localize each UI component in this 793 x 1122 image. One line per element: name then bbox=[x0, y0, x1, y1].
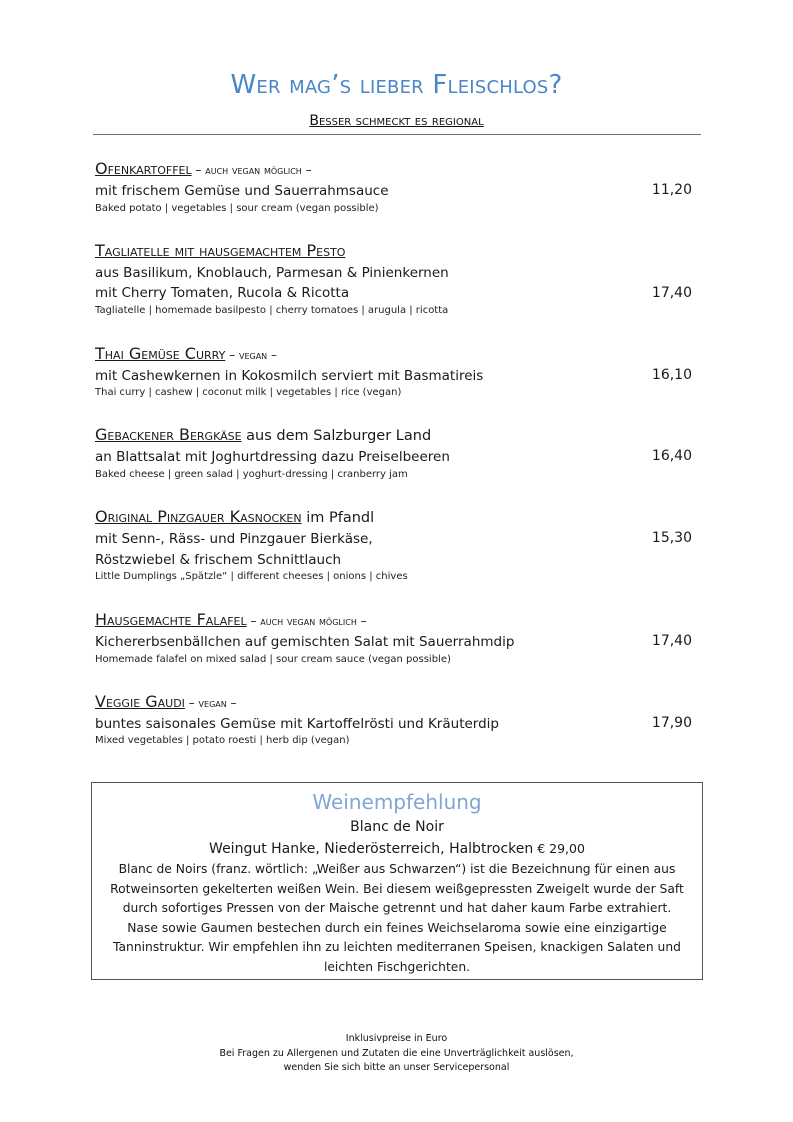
dish-description: buntes saisonales Gemüse mit Kartoffelrösti und Kräuterdip bbox=[95, 715, 499, 732]
dish-item bbox=[95, 609, 695, 691]
dish-tag: – vegan – bbox=[184, 695, 237, 710]
dish-price: 17,40 bbox=[651, 284, 692, 301]
dish-title bbox=[95, 609, 695, 632]
dish-tag: – auch vegan möglich – bbox=[191, 163, 312, 177]
dish-extra: im Pfandl bbox=[301, 510, 375, 527]
dish-english: Baked cheese | green salad | yoghurt-dressing | cranberry jam bbox=[95, 468, 408, 480]
dish-item bbox=[95, 343, 695, 425]
dish-item bbox=[95, 158, 695, 240]
menu-list bbox=[95, 158, 695, 772]
dish-english: Baked potato | vegetables | sour cream (vegan possible) bbox=[95, 202, 379, 214]
dish-english: Tagliatelle | homemade basilpesto | cherry tomatoes | arugula | ricotta bbox=[95, 304, 449, 316]
dish-item bbox=[95, 240, 695, 343]
dish-name: Tagliatelle mit hausgemachtem Pesto bbox=[95, 240, 346, 260]
dish-english: Little Dumplings „Spätzle“ | different cheeses | onions | chives bbox=[95, 571, 408, 583]
dish-price: 16,40 bbox=[651, 448, 692, 465]
dish-english: Thai curry | cashew | coconut milk | vegetables | rice (vegan) bbox=[95, 387, 402, 399]
dish-title bbox=[95, 158, 695, 181]
wine-heading: Weinempfehlung bbox=[312, 790, 482, 814]
dish-tag: – vegan – bbox=[225, 347, 277, 362]
page-title: Wer mag’s lieber Fleischlos? bbox=[230, 70, 563, 100]
page-subtitle: Besser schmeckt es regional bbox=[309, 113, 484, 129]
dish-name: Veggie Gaudi bbox=[95, 691, 185, 711]
dish-english: Homemade falafel on mixed salad | sour cream sauce (vegan possible) bbox=[95, 653, 451, 665]
dish-title bbox=[95, 691, 695, 714]
dish-price: 11,20 bbox=[651, 182, 692, 198]
dish-description: mit frischem Gemüse und Sauerrahmsauce bbox=[95, 183, 389, 199]
dish-title bbox=[95, 240, 695, 263]
dish-english: Mixed vegetables | potato roesti | herb dip (vegan) bbox=[95, 735, 350, 747]
dish-title bbox=[95, 424, 695, 447]
wine-producer: Weingut Hanke, Niederösterreich, Halbtrocken bbox=[209, 841, 534, 857]
wine-producer-line bbox=[92, 838, 702, 860]
dish-description: mit Cashewkernen in Kokosmilch serviert mit Basmatireis bbox=[95, 367, 484, 384]
dish-description: an Blattsalat mit Joghurtdressing dazu Preiselbeeren bbox=[95, 449, 450, 466]
dish-extra: aus dem Salzburger Land bbox=[241, 428, 432, 445]
dish-description: aus Basilikum, Knoblauch, Parmesan & Pinienkernen mit Cherry Tomaten, Rucola & Ricotta bbox=[95, 264, 449, 302]
dish-item bbox=[95, 691, 695, 773]
dish-title bbox=[95, 506, 695, 529]
dish-price: 15,30 bbox=[651, 530, 692, 547]
dish-name: Original Pinzgauer Kasnocken bbox=[95, 507, 302, 527]
dish-item bbox=[95, 424, 695, 506]
wine-price: € 29,00 bbox=[533, 841, 585, 856]
dish-name: Thai Gemüse Curry bbox=[95, 343, 226, 363]
dish-price: 17,40 bbox=[651, 633, 692, 650]
dish-name: Ofenkartoffel bbox=[95, 159, 192, 178]
dish-title bbox=[95, 343, 695, 366]
dish-description: mit Senn-, Räss- und Pinzgauer Bierkäse, Röstzwiebel & frischem Schnittlauch bbox=[95, 531, 373, 568]
dish-name: Hausgemachte Falafel bbox=[95, 610, 247, 630]
wine-name: Blanc de Noir bbox=[350, 819, 444, 835]
dish-name: Gebackener Bergkäse bbox=[95, 425, 242, 445]
dish-item bbox=[95, 506, 695, 609]
title-divider bbox=[93, 134, 701, 135]
dish-price: 16,10 bbox=[651, 366, 692, 383]
wine-description: Blanc de Noirs (franz. wörtlich: „Weißer aus Schwarzen“) ist die Bezeichnung für einen aus Rotweinsorten gekelterten weißen Wein. Bei diesem weißgepressten Zweigelt wurde der Saft durch sofortiges Pressen von der Maische getrennt und hat daher kaum Farbe extrahiert. Nase sowie Gaumen bestechen durch ein feines Weichselaroma sowie eine einzigartige Tanninstruktur. Wir empfehlen ihn zu leichten mediterranen Speisen, knackigen Salaten und leichten Fischgerichten. bbox=[110, 862, 684, 974]
wine-recommendation-box bbox=[91, 782, 703, 980]
footer-note: Inklusivpreise in Euro Bei Fragen zu Allergenen und Zutaten die eine Unverträglichkeit auslösen, wenden Sie sich bitte an unser Servicepersonal bbox=[219, 1033, 574, 1073]
dish-description: Kichererbsenbällchen auf gemischten Salat mit Sauerrahmdip bbox=[95, 634, 515, 651]
dish-tag: – auch vegan möglich – bbox=[246, 614, 367, 629]
dish-price: 17,90 bbox=[651, 714, 692, 731]
